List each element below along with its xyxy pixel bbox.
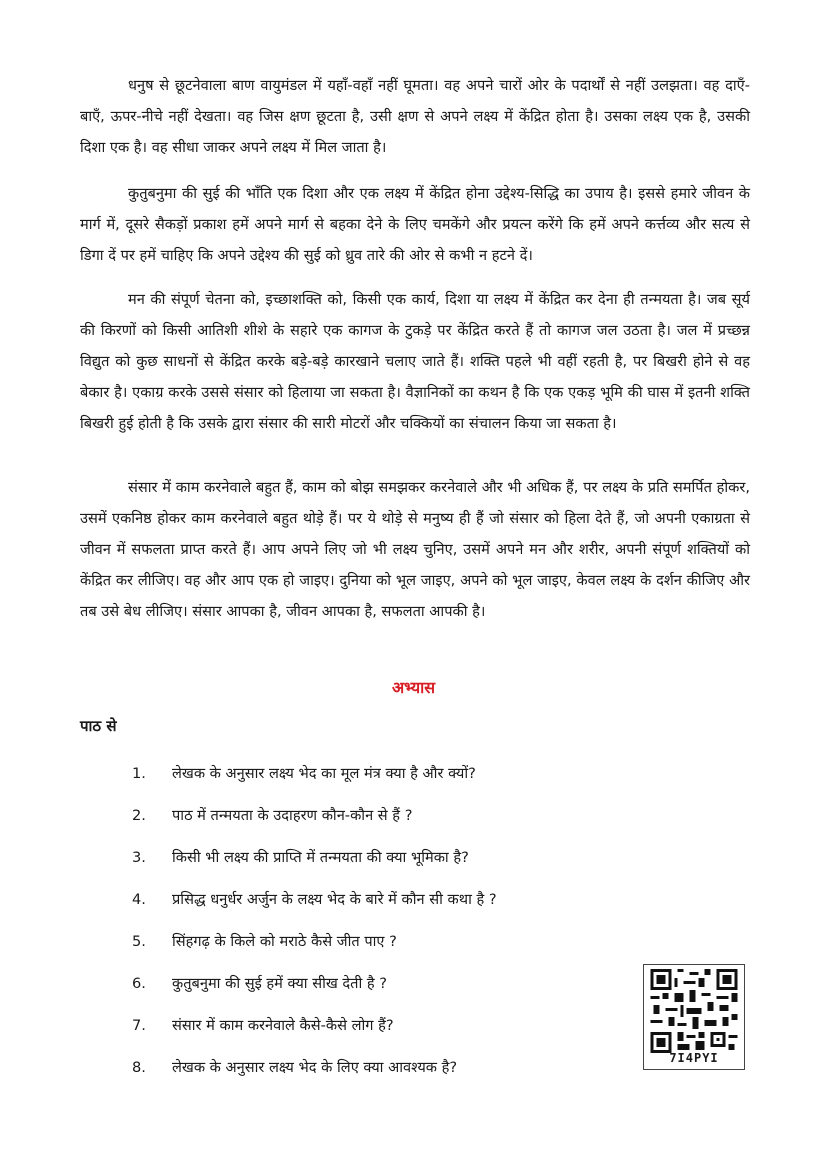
paragraph-3: मन की संपूर्ण चेतना को, इच्छाशक्ति को, किसी एक कार्य, दिशा या लक्ष्य में केंद्रित कर देना ही तन्मयता है। जब सूर्य की किरणों को किसी आतिशी शीशे के सहारे एक कागज के टुकड़े पर केंद्रित करते हैं तो कागज जल उठता है। जल में प्रच्छन्न विद्युत को कुछ साधनों से केंद्रित करके बड़े-बड़े कारखाने चलाए जाते हैं। शक्ति पहले भी वहीं रहती है, पर बिखरी होने से वह बेकार है। एकाग्र करके उससे संसार को हिलाया जा सकता है। वैज्ञानिकों का कथन है कि एक एकड़ भूमि की घास में इतनी शक्ति बिखरी हुई होती है कि उसके द्वारा संसार की सारी मोटरों और चक्कियों का संचालन किया जा सकता है। <box>80 291 750 432</box>
question-text: कुतुबनुमा की सुई हमें क्या सीख देती है ? <box>172 975 388 992</box>
question-item <box>80 836 640 878</box>
question-number: 1. <box>132 764 146 782</box>
question-list <box>80 752 640 1088</box>
question-text: लेखक के अनुसार लक्ष्य भेद के लिए क्या आवश्यक है? <box>172 1059 458 1076</box>
question-item <box>80 1004 640 1046</box>
qr-code-icon <box>650 969 738 1053</box>
question-item <box>80 962 640 1004</box>
paragraph-4: संसार में काम करनेवाले बहुत हैं, काम को बोझ समझकर करनेवाले और भी अधिक हैं, पर लक्ष्य के प्रति समर्पित होकर, उसमें एकनिष्ठ होकर काम करनेवाले बहुत थोड़े हैं। पर ये थोड़े से मनुष्य ही हैं जो संसार को हिला देते हैं, जो अपनी एकाग्रता से जीवन में सफलता प्राप्त करते हैं। आप अपने लिए जो भी लक्ष्य चुनिए, उसमें अपने मन और शरीर, अपनी संपूर्ण शक्तियों को केंद्रित कर लीजिए। वह और आप एक हो जाइए। दुनिया को भूल जाइए, अपने को भूल जाइए, केवल लक्ष्य के दर्शन कीजिए और तब उसे बेध लीजिए। संसार आपका है, जीवन आपका है, सफलता आपकी है। <box>80 479 750 620</box>
question-item <box>80 878 640 920</box>
question-text: लेखक के अनुसार लक्ष्य भेद का मूल मंत्र क्या है और क्यों? <box>172 765 476 782</box>
qr-code[interactable] <box>643 964 745 1070</box>
qr-code-label: 7I4PYI <box>669 1051 719 1065</box>
question-number: 8. <box>132 1058 146 1076</box>
question-number: 5. <box>132 932 146 950</box>
exercise-subheading: पाठ से <box>80 717 117 735</box>
question-text: संसार में काम करनेवाले कैसे-कैसे लोग हैं? <box>172 1017 394 1034</box>
question-text: किसी भी लक्ष्य की प्राप्ति में तन्मयता की क्या भूमिका है? <box>172 849 469 866</box>
question-number: 7. <box>132 1016 146 1034</box>
paragraph-1: धनुष से छूटनेवाला बाण वायुमंडल में यहाँ-वहाँ नहीं घूमता। वह अपने चारों ओर के पदार्थों से नहीं उलझता। वह दाएँ-बाएँ, ऊपर-नीचे नहीं देखता। वह जिस क्षण छूटता है, उसी क्षण से अपने लक्ष्य में केंद्रित होता है। उसका लक्ष्य एक है, उसकी दिशा एक है। वह सीधा जाकर अपने लक्ष्य में मिल जाता है। <box>80 77 750 156</box>
question-text: प्रसिद्ध धनुर्धर अर्जुन के लक्ष्य भेद के बारे में कौन सी कथा है ? <box>172 891 497 908</box>
question-number: 4. <box>132 890 146 908</box>
question-number: 3. <box>132 848 146 866</box>
question-text: सिंहगढ़ के किले को मराठे कैसे जीत पाए ? <box>172 933 397 950</box>
exercise-heading: अभ्यास <box>391 678 436 697</box>
question-item <box>80 794 640 836</box>
question-text: पाठ में तन्मयता के उदाहरण कौन-कौन से हैं ? <box>172 807 413 824</box>
question-item <box>80 752 640 794</box>
question-number: 6. <box>132 974 146 992</box>
question-item <box>80 1046 640 1088</box>
question-number: 2. <box>132 806 146 824</box>
question-item <box>80 920 640 962</box>
paragraph-2: कुतुबनुमा की सुई की भाँति एक दिशा और एक लक्ष्य में केंद्रित होना उद्देश्य-सिद्धि का उपाय है। इससे हमारे जीवन के मार्ग में, दूसरे सैकड़ों प्रकाश हमें अपने मार्ग से बहका देने के लिए चमकेंगे और प्रयत्न करेंगे कि हमें अपने कर्त्तव्य और सत्य से डिगा दें पर हमें चाहिए कि अपने उद्देश्य की सुई को ध्रुव तारे की ओर से कभी न हटने दें। <box>80 185 750 264</box>
